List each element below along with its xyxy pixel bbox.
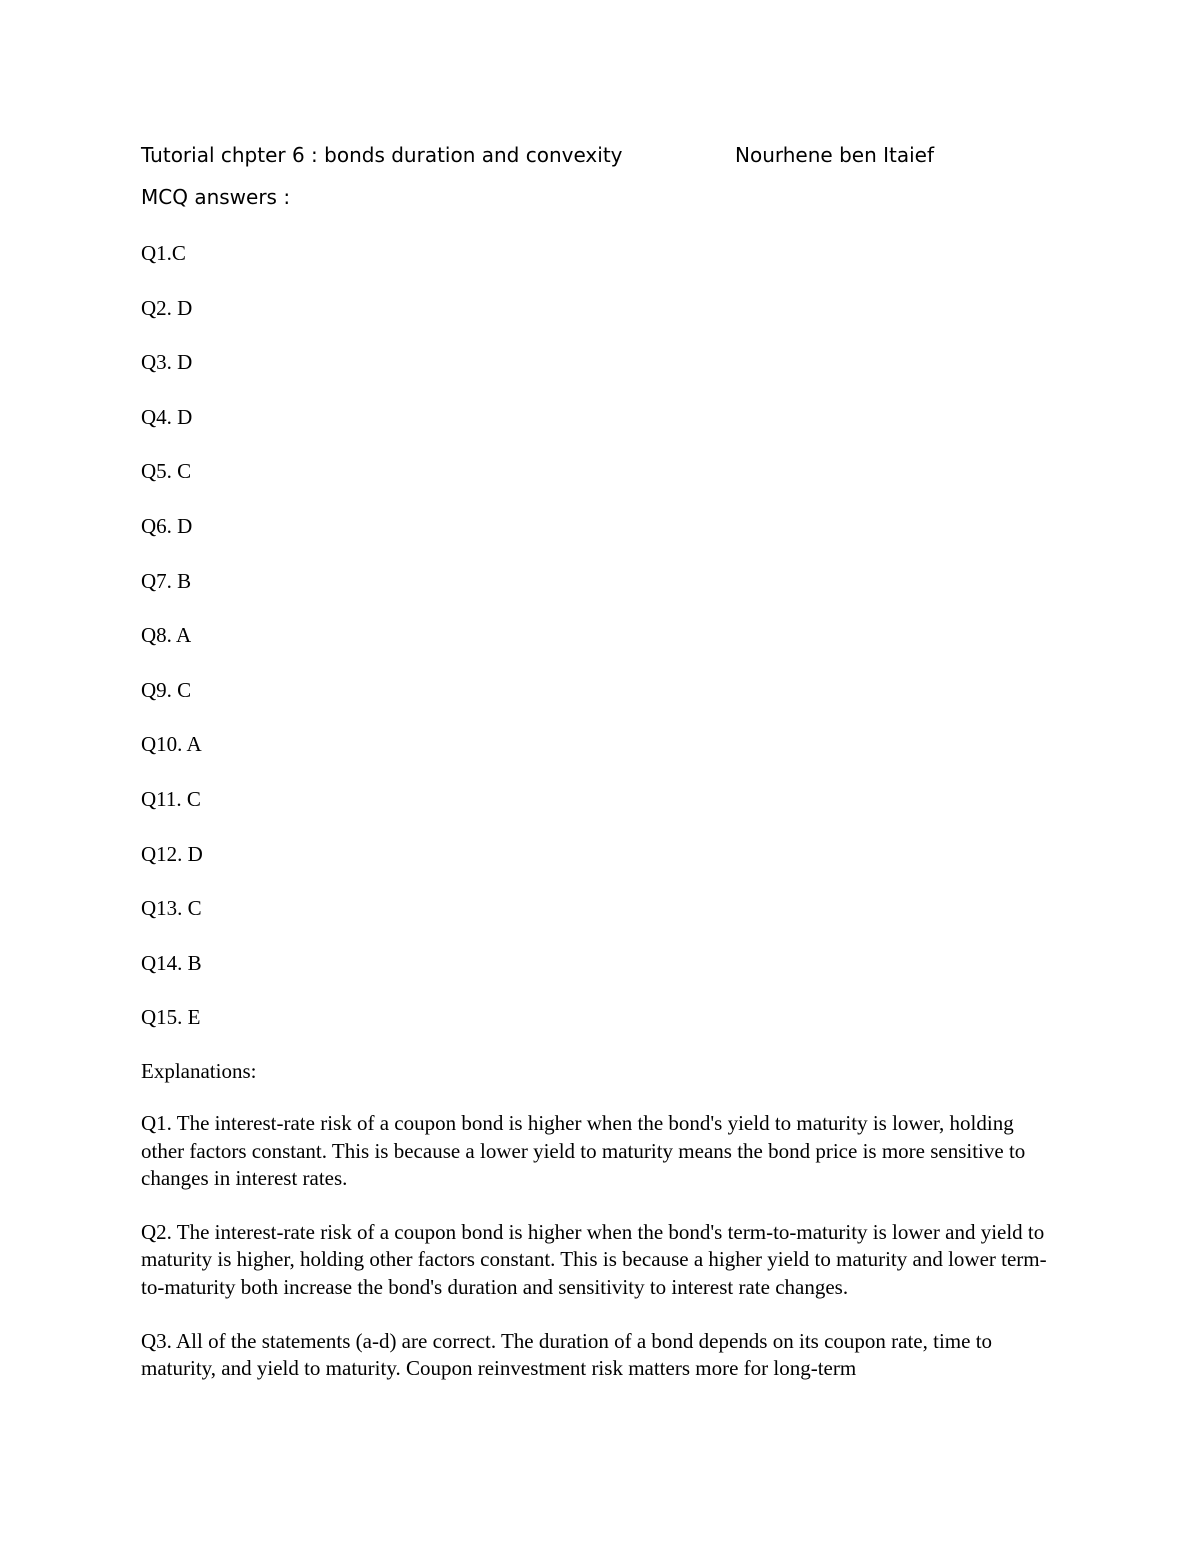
answer-item: Q15. E: [141, 1005, 201, 1030]
explanation-paragraph: Q1. The interest-rate risk of a coupon bond is higher when the bond's yield to maturity is lower, holding other factors constant. This is because a lower yield to maturity means the bond price is more sensitive to changes in interest rates.: [141, 1111, 1026, 1191]
author-name: Nourhene ben Itaief: [735, 143, 934, 167]
answer-list: [141, 239, 203, 1058]
answer-item: Q10. A: [141, 732, 202, 757]
mcq-answers-heading: MCQ answers :: [141, 185, 291, 209]
document-title: Tutorial chpter 6 : bonds duration and convexity: [141, 143, 623, 167]
answer-item: Q3. D: [141, 350, 193, 375]
answer-item: Q2. D: [141, 295, 193, 320]
answer-item: Q12. D: [141, 841, 203, 866]
answer-item: Q1.C: [141, 241, 186, 265]
explanation-paragraph: Q3. All of the statements (a-d) are correct. The duration of a bond depends on its coupon rate, time to maturity, and yield to maturity. Coupon reinvestment risk matters more for long-term: [141, 1328, 993, 1381]
answer-item: Q13. C: [141, 896, 202, 921]
answer-item: Q6. D: [141, 513, 193, 538]
answer-item: Q8. A: [141, 623, 192, 648]
answer-item: Q14. B: [141, 950, 202, 975]
answer-item: Q9. C: [141, 677, 192, 702]
explanation-paragraph: Q2. The interest-rate risk of a coupon bond is higher when the bond's term-to-maturity is lower and yield to maturity is higher, holding other factors constant. This is because a higher yield to maturity and lower term-to-maturity both increase the bond's duration and sensitivity to interest rate changes.: [141, 1219, 1047, 1299]
explanations-heading: Explanations:: [141, 1059, 257, 1083]
answer-item: Q11. C: [141, 786, 201, 811]
answer-item: Q5. C: [141, 459, 192, 484]
answer-item: Q7. B: [141, 568, 192, 593]
explanations-section: [141, 1110, 1051, 1409]
document-header: [141, 140, 1041, 170]
answer-item: Q4. D: [141, 404, 193, 429]
